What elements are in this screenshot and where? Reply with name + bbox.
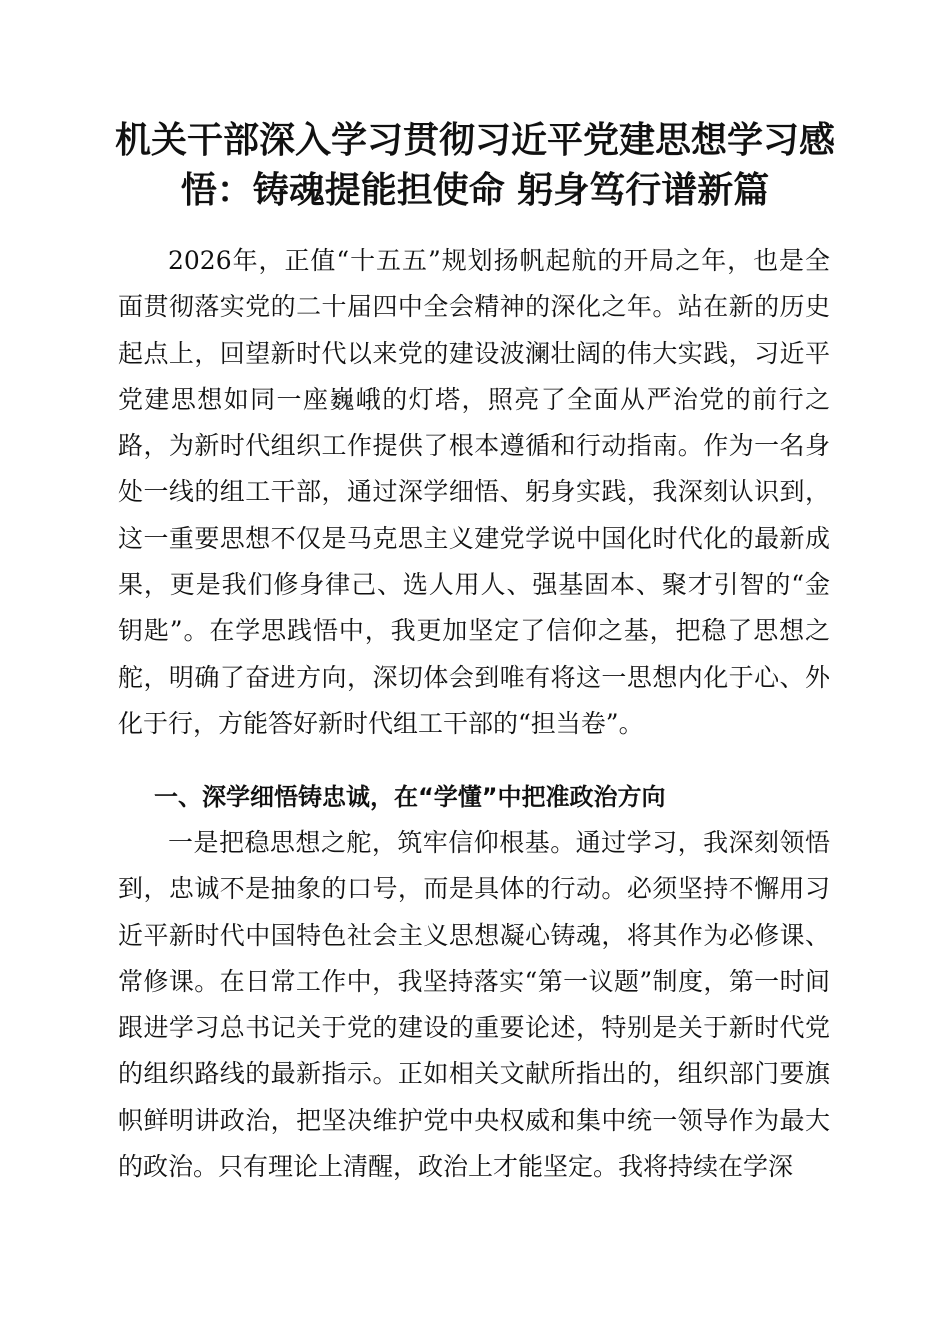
section-heading-1: 一、深学细悟铸忠诚，在“学懂”中把准政治方向 bbox=[154, 783, 666, 811]
section-1-paragraph: 一是把稳思想之舵，筑牢信仰根基。通过学习，我深刻领悟到，忠诚不是抽象的口号，而是具体的行动。必须坚持不懈用习近平新时代中国特色社会主义思想凝心铸魂，将其作为必修课、常修课。在日常工作中，我坚持落实“第一议题”制度，第一时间跟进学习总书记关于党的建设的重要论述，特别是关于新时代党的组织路线的最新指示。正如相关文献所指出的，组织部门要旗帜鲜明讲政治，把坚决维护党中央权威和集中统一领导作为最大的政治。只有理论上清醒，政治上才能坚定。我将持续在学深 bbox=[118, 828, 830, 1182]
document-title: 机关干部深入学习贯彻习近平党建思想学习感悟：铸魂提能担使命 躬身笃行谱新篇 bbox=[114, 120, 835, 211]
intro-section bbox=[118, 238, 830, 747]
section-1-body bbox=[118, 820, 830, 1190]
intro-paragraph: 2026年，正值“十五五”规划扬帆起航的开局之年，也是全面贯彻落实党的二十届四中全会精神的深化之年。站在新的历史起点上，回望新时代以来党的建设波澜壮阔的伟大实践，习近平党建思想如同一座巍峨的灯塔，照亮了全面从严治党的前行之路，为新时代组织工作提供了根本遵循和行动指南。作为一名身处一线的组工干部，通过深学细悟、躬身实践，我深刻认识到，这一重要思想不仅是马克思主义建党学说中国化时代化的最新成果，更是我们修身律己、选人用人、强基固本、聚才引智的“金钥匙”。在学思践悟中，我更加坚定了信仰之基，把稳了思想之舵，明确了奋进方向，深切体会到唯有将这一思想内化于心、外化于行，方能答好新时代组工干部的“担当卷”。 bbox=[118, 246, 830, 738]
